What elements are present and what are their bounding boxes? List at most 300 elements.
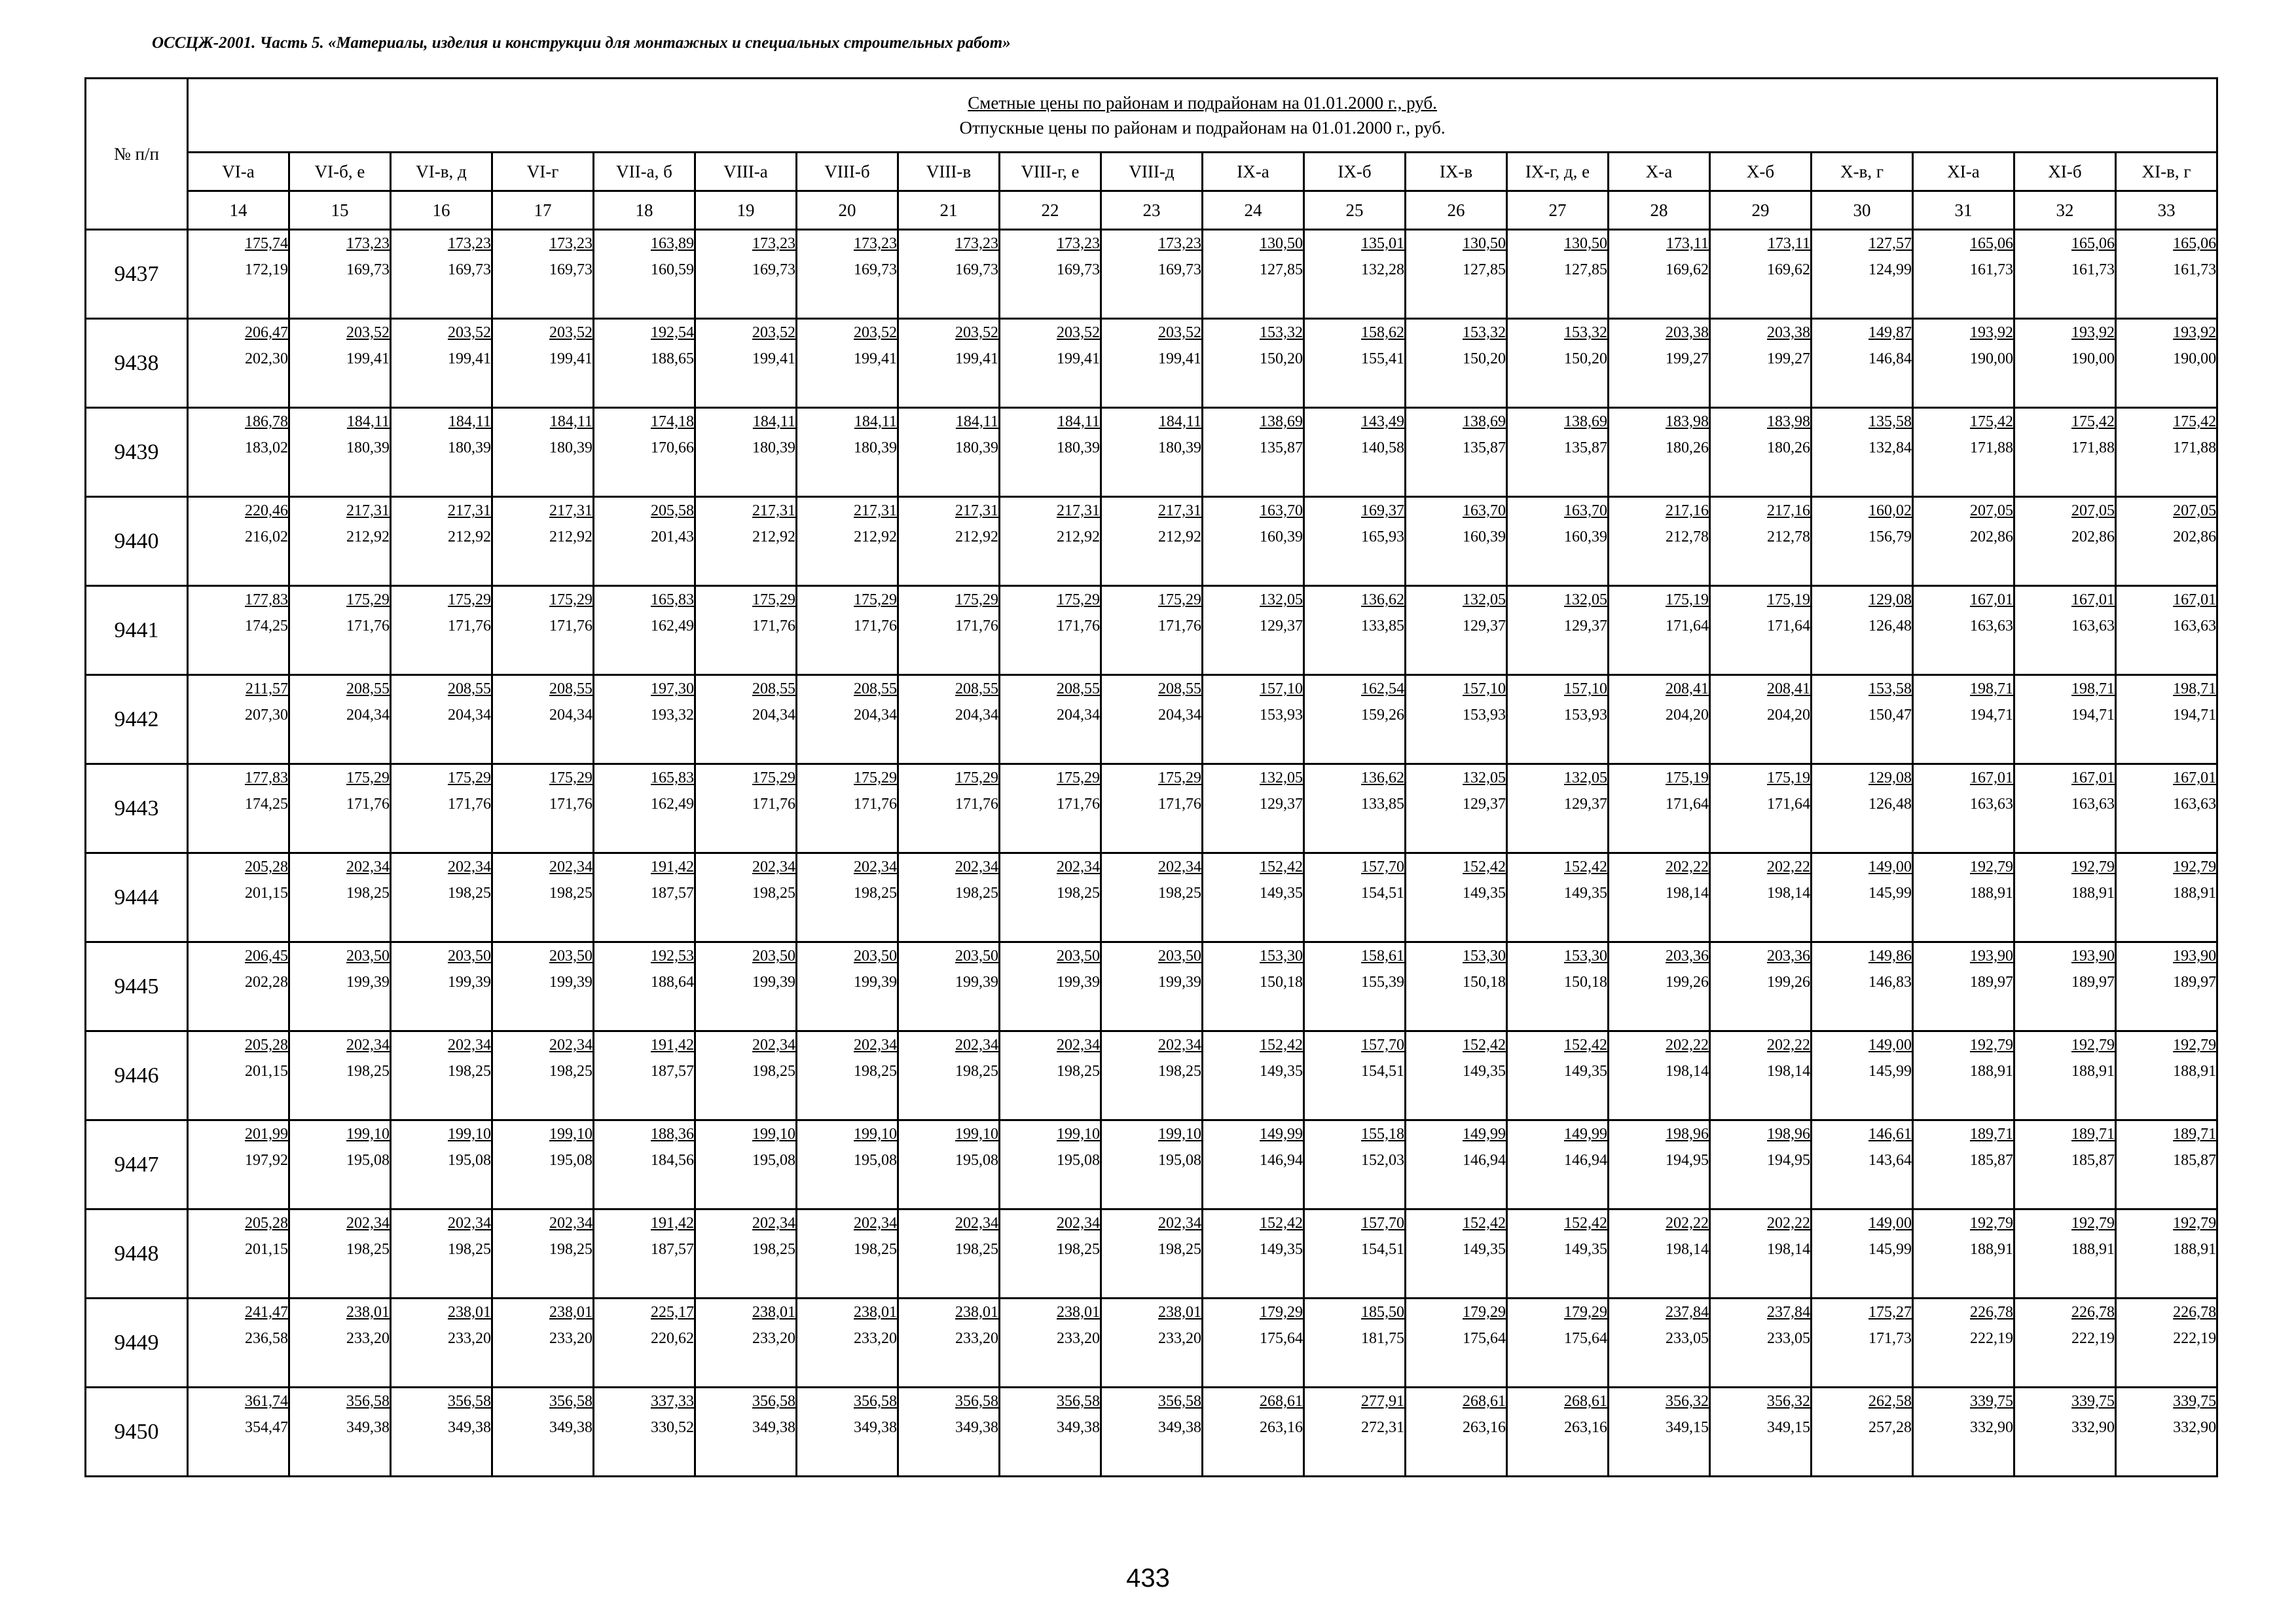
price-cell	[594, 853, 695, 942]
release-price: 163,63	[2071, 796, 2115, 813]
estimate-price: 160,02	[1868, 502, 1912, 519]
column-number: 17	[492, 191, 594, 230]
release-price: 201,43	[651, 528, 694, 545]
price-cell	[188, 942, 289, 1031]
price-cell	[2116, 497, 2217, 586]
estimate-price: 138,69	[1463, 413, 1506, 430]
release-price: 198,25	[549, 1241, 592, 1258]
row-number: 9438	[86, 319, 188, 408]
price-cell	[898, 1209, 1000, 1299]
region-header: VIII-д	[1101, 153, 1203, 191]
estimate-price: 175,19	[1666, 769, 1709, 786]
price-cell	[1000, 497, 1101, 586]
estimate-price: 129,08	[1868, 591, 1912, 608]
release-price: 145,99	[1868, 885, 1912, 902]
release-price: 171,76	[752, 618, 795, 635]
price-cell	[188, 497, 289, 586]
price-cell	[391, 230, 492, 319]
price-cell	[1203, 497, 1304, 586]
release-price: 171,76	[955, 618, 998, 635]
estimate-price: 205,28	[245, 1215, 288, 1232]
estimate-price: 198,71	[2173, 680, 2217, 697]
estimate-price: 203,50	[1057, 948, 1100, 965]
estimate-price: 167,01	[1970, 591, 2013, 608]
estimate-price: 136,62	[1361, 769, 1404, 786]
estimate-price: 203,36	[1666, 948, 1709, 965]
release-price: 199,39	[346, 974, 390, 991]
estimate-price: 184,11	[448, 413, 491, 430]
price-cell	[2116, 1299, 2217, 1388]
release-price: 233,20	[854, 1330, 897, 1347]
estimate-price: 149,99	[1463, 1126, 1506, 1143]
release-price: 194,71	[2071, 707, 2115, 724]
release-price: 199,39	[752, 974, 795, 991]
release-price: 198,14	[1767, 1241, 1810, 1258]
release-price: 169,62	[1767, 261, 1810, 278]
estimate-price: 149,99	[1260, 1126, 1303, 1143]
release-price: 127,85	[1260, 261, 1303, 278]
price-cell	[1000, 319, 1101, 408]
price-cell	[1913, 497, 2014, 586]
running-header: ОССЦЖ-2001. Часть 5. «Материалы, изделия и конструкции для монтажных и специальных строительных работ»	[152, 34, 1011, 52]
estimate-price: 175,29	[854, 769, 897, 786]
estimate-price: 206,45	[245, 948, 288, 965]
estimate-price: 202,34	[346, 1215, 390, 1232]
region-header: IX-а	[1203, 153, 1304, 191]
estimate-price: 199,10	[346, 1126, 390, 1143]
estimate-price: 225,17	[651, 1304, 694, 1321]
release-price: 143,64	[1868, 1152, 1912, 1169]
release-price: 165,93	[1361, 528, 1404, 545]
release-price: 332,90	[2173, 1419, 2217, 1436]
release-price: 133,85	[1361, 796, 1404, 813]
region-header: X-в, г	[1812, 153, 1913, 191]
release-price: 163,63	[1970, 618, 2013, 635]
region-header: XI-в, г	[2116, 153, 2217, 191]
release-price: 204,34	[854, 707, 897, 724]
release-price: 207,30	[245, 707, 288, 724]
release-price: 195,08	[1158, 1152, 1201, 1169]
region-header: IX-в	[1406, 153, 1507, 191]
price-cell	[695, 764, 797, 853]
release-price: 233,20	[752, 1330, 795, 1347]
estimate-price: 129,08	[1868, 769, 1912, 786]
column-number: 16	[391, 191, 492, 230]
table-row	[86, 1209, 2217, 1299]
estimate-price: 361,74	[245, 1393, 288, 1410]
price-cell	[1710, 497, 1812, 586]
estimate-price: 207,05	[2173, 502, 2217, 519]
price-cell	[898, 853, 1000, 942]
estimate-price: 202,22	[1767, 1037, 1810, 1054]
estimate-price: 339,75	[2071, 1393, 2115, 1410]
release-price: 155,41	[1361, 350, 1404, 367]
price-cell	[2116, 1209, 2217, 1299]
price-cell	[1406, 230, 1507, 319]
release-price: 202,28	[245, 974, 288, 991]
estimate-price: 152,42	[1260, 1215, 1303, 1232]
release-price: 184,56	[651, 1152, 694, 1169]
price-cell	[1406, 497, 1507, 586]
release-price: 135,87	[1564, 439, 1607, 456]
price-cell	[1913, 586, 2014, 675]
release-price: 188,91	[2173, 1241, 2217, 1258]
price-cell	[1710, 764, 1812, 853]
price-cell	[1710, 1120, 1812, 1209]
estimate-price: 149,99	[1564, 1126, 1607, 1143]
release-price: 127,85	[1564, 261, 1607, 278]
price-cell	[2116, 942, 2217, 1031]
release-price: 146,84	[1868, 350, 1912, 367]
price-cell	[1000, 1209, 1101, 1299]
estimate-price: 203,38	[1666, 324, 1709, 341]
estimate-price: 165,06	[2071, 235, 2115, 252]
release-price: 152,03	[1361, 1152, 1404, 1169]
estimate-price: 208,55	[346, 680, 390, 697]
release-price: 160,39	[1463, 528, 1506, 545]
estimate-price: 202,22	[1767, 858, 1810, 876]
price-cell	[1203, 319, 1304, 408]
price-cell	[1710, 853, 1812, 942]
price-cell	[289, 497, 391, 586]
region-header: VIII-в	[898, 153, 1000, 191]
estimate-price: 173,23	[549, 235, 592, 252]
table-row	[86, 1299, 2217, 1388]
price-cell	[1203, 1388, 1304, 1477]
price-cell	[1101, 1209, 1203, 1299]
estimate-price: 203,52	[1158, 324, 1201, 341]
release-price: 188,91	[2071, 1063, 2115, 1080]
estimate-price: 220,46	[245, 502, 288, 519]
estimate-price: 175,29	[752, 769, 795, 786]
price-cell	[594, 230, 695, 319]
price-cell	[1913, 408, 2014, 497]
release-price: 198,25	[955, 885, 998, 902]
estimate-price: 193,92	[2173, 324, 2217, 341]
table-row	[86, 230, 2217, 319]
estimate-price: 149,00	[1868, 858, 1912, 876]
estimate-price: 192,79	[1970, 1215, 2013, 1232]
price-cell	[594, 497, 695, 586]
estimate-price: 183,98	[1767, 413, 1810, 430]
estimate-price: 217,31	[854, 502, 897, 519]
price-cell	[594, 1209, 695, 1299]
price-cell	[1304, 1209, 1406, 1299]
estimate-price: 132,05	[1463, 769, 1506, 786]
price-cell	[1609, 1299, 1710, 1388]
release-price: 199,39	[1158, 974, 1201, 991]
price-cell	[1406, 942, 1507, 1031]
release-price: 198,25	[854, 1241, 897, 1258]
estimate-price: 184,11	[1158, 413, 1201, 430]
price-cell	[1507, 675, 1609, 764]
estimate-price: 217,31	[1057, 502, 1100, 519]
release-price: 198,25	[549, 885, 592, 902]
estimate-price: 157,10	[1260, 680, 1303, 697]
estimate-price: 201,99	[245, 1126, 288, 1143]
release-price: 199,27	[1666, 350, 1709, 367]
estimate-price: 165,83	[651, 591, 694, 608]
column-number: 21	[898, 191, 1000, 230]
release-price: 169,73	[448, 261, 491, 278]
release-price: 198,25	[448, 885, 491, 902]
price-cell	[492, 942, 594, 1031]
price-cell	[1609, 1031, 1710, 1120]
price-cell	[594, 764, 695, 853]
estimate-price: 203,52	[854, 324, 897, 341]
release-price: 135,87	[1463, 439, 1506, 456]
price-cell	[289, 586, 391, 675]
estimate-price: 356,58	[549, 1393, 592, 1410]
price-cell	[1812, 319, 1913, 408]
estimate-price: 175,19	[1767, 769, 1810, 786]
release-price: 189,97	[1970, 974, 2013, 991]
release-price: 180,39	[1158, 439, 1201, 456]
price-cell	[2116, 586, 2217, 675]
estimate-price: 226,78	[1970, 1304, 2013, 1321]
release-price: 233,20	[955, 1330, 998, 1347]
estimate-price: 206,47	[245, 324, 288, 341]
release-price: 199,39	[549, 974, 592, 991]
estimate-price: 203,50	[346, 948, 390, 965]
price-cell	[898, 942, 1000, 1031]
estimate-price: 184,11	[549, 413, 592, 430]
release-price: 129,37	[1564, 796, 1607, 813]
release-price: 349,38	[854, 1419, 897, 1436]
estimate-price: 152,42	[1463, 1215, 1506, 1232]
price-cell	[1507, 764, 1609, 853]
release-price: 199,39	[448, 974, 491, 991]
price-cell	[1000, 1388, 1101, 1477]
price-cell	[492, 1120, 594, 1209]
price-cell	[2116, 230, 2217, 319]
release-price: 198,25	[1158, 1241, 1201, 1258]
price-cell	[1203, 764, 1304, 853]
estimate-price: 268,61	[1260, 1393, 1303, 1410]
estimate-price: 193,90	[1970, 948, 2013, 965]
release-price: 149,35	[1260, 885, 1303, 902]
release-price: 195,08	[448, 1152, 491, 1169]
release-price: 154,51	[1361, 885, 1404, 902]
price-cell	[797, 853, 898, 942]
estimate-price: 202,34	[448, 1215, 491, 1232]
row-number: 9437	[86, 230, 188, 319]
price-cell	[1913, 1031, 2014, 1120]
release-price: 161,73	[1970, 261, 2013, 278]
estimate-price: 208,55	[448, 680, 491, 697]
estimate-price: 175,42	[2071, 413, 2115, 430]
price-cell	[1609, 497, 1710, 586]
region-header: VI-б, е	[289, 153, 391, 191]
estimate-price: 277,91	[1361, 1393, 1404, 1410]
price-cell	[695, 319, 797, 408]
estimate-price: 184,11	[955, 413, 998, 430]
release-price: 199,39	[1057, 974, 1100, 991]
release-price: 198,25	[1057, 1241, 1100, 1258]
release-price: 197,92	[245, 1152, 288, 1169]
price-cell	[695, 942, 797, 1031]
release-price: 202,86	[1970, 528, 2013, 545]
estimate-price: 173,23	[955, 235, 998, 252]
table-row	[86, 1120, 2217, 1209]
price-cell	[2014, 408, 2116, 497]
price-cell	[1507, 497, 1609, 586]
release-price: 198,25	[1158, 885, 1201, 902]
price-cell	[797, 1388, 898, 1477]
price-cell	[1000, 230, 1101, 319]
row-number: 9443	[86, 764, 188, 853]
price-cell	[1101, 319, 1203, 408]
price-cell	[1000, 1031, 1101, 1120]
release-price: 199,41	[854, 350, 897, 367]
price-cell	[492, 853, 594, 942]
release-price: 150,20	[1564, 350, 1607, 367]
estimate-price: 175,29	[752, 591, 795, 608]
price-cell	[1000, 942, 1101, 1031]
release-price: 201,15	[245, 885, 288, 902]
price-cell	[695, 586, 797, 675]
release-price: 171,76	[549, 618, 592, 635]
column-number: 32	[2014, 191, 2116, 230]
estimate-price: 167,01	[2173, 769, 2217, 786]
row-number: 9445	[86, 942, 188, 1031]
release-price: 212,78	[1666, 528, 1709, 545]
estimate-price: 175,29	[1158, 769, 1201, 786]
price-cell	[289, 942, 391, 1031]
release-price: 233,20	[448, 1330, 491, 1347]
release-price: 127,85	[1463, 261, 1506, 278]
release-price: 163,63	[2071, 618, 2115, 635]
release-price: 169,73	[549, 261, 592, 278]
release-price: 185,87	[2173, 1152, 2217, 1169]
estimate-price: 356,32	[1666, 1393, 1709, 1410]
price-cell	[1406, 1388, 1507, 1477]
estimate-price: 157,70	[1361, 858, 1404, 876]
estimate-price: 238,01	[752, 1304, 795, 1321]
price-cell	[289, 230, 391, 319]
price-cell	[1710, 586, 1812, 675]
release-price: 171,76	[1057, 796, 1100, 813]
price-cell	[1609, 1209, 1710, 1299]
estimate-price: 184,11	[346, 413, 390, 430]
estimate-price: 208,41	[1767, 680, 1810, 697]
release-price: 202,86	[2071, 528, 2115, 545]
release-price: 175,64	[1260, 1330, 1303, 1347]
estimate-price: 175,29	[346, 591, 390, 608]
release-price: 153,93	[1463, 707, 1506, 724]
release-price: 204,34	[448, 707, 491, 724]
release-price: 171,76	[752, 796, 795, 813]
release-price: 198,25	[448, 1063, 491, 1080]
estimate-price: 127,57	[1868, 235, 1912, 252]
estimate-price: 217,31	[448, 502, 491, 519]
release-price: 198,25	[346, 1063, 390, 1080]
price-cell	[1304, 942, 1406, 1031]
estimate-price: 202,22	[1666, 858, 1709, 876]
price-cell	[1203, 586, 1304, 675]
price-cell	[1507, 586, 1609, 675]
price-cell	[898, 1388, 1000, 1477]
price-cell	[1000, 764, 1101, 853]
release-price: 188,65	[651, 350, 694, 367]
release-price: 170,66	[651, 439, 694, 456]
price-cell	[1609, 408, 1710, 497]
release-price: 171,88	[2071, 439, 2115, 456]
release-price: 204,20	[1767, 707, 1810, 724]
release-price: 171,76	[346, 796, 390, 813]
release-price: 171,88	[1970, 439, 2013, 456]
estimate-price: 268,61	[1564, 1393, 1607, 1410]
price-cell	[1710, 942, 1812, 1031]
row-number: 9447	[86, 1120, 188, 1209]
estimate-price: 202,34	[1057, 1215, 1100, 1232]
release-price: 171,64	[1666, 618, 1709, 635]
price-cell	[1203, 675, 1304, 764]
estimate-price: 177,83	[245, 769, 288, 786]
estimate-price: 203,52	[1057, 324, 1100, 341]
estimate-price: 193,90	[2173, 948, 2217, 965]
price-cell	[1304, 1120, 1406, 1209]
row-number: 9444	[86, 853, 188, 942]
price-cell	[391, 1299, 492, 1388]
price-cell	[1609, 230, 1710, 319]
release-price: 149,35	[1564, 1241, 1607, 1258]
estimate-price: 143,49	[1361, 413, 1404, 430]
estimate-price: 175,29	[1057, 769, 1100, 786]
estimate-price: 157,10	[1564, 680, 1607, 697]
table-row	[86, 942, 2217, 1031]
price-cell	[594, 1031, 695, 1120]
release-price: 204,34	[752, 707, 795, 724]
estimate-price: 177,83	[245, 591, 288, 608]
estimate-price: 188,36	[651, 1126, 694, 1143]
region-header: VI-в, д	[391, 153, 492, 191]
price-cell	[2014, 942, 2116, 1031]
estimate-price: 237,84	[1767, 1304, 1810, 1321]
estimate-price: 356,58	[752, 1393, 795, 1410]
release-price: 190,00	[2071, 350, 2115, 367]
release-price: 150,18	[1260, 974, 1303, 991]
estimate-price: 356,58	[955, 1393, 998, 1410]
estimate-price: 153,32	[1463, 324, 1506, 341]
region-header: VIII-б	[797, 153, 898, 191]
price-cell	[2014, 675, 2116, 764]
estimate-price: 339,75	[2173, 1393, 2217, 1410]
table-row	[86, 319, 2217, 408]
estimate-price: 192,79	[2071, 1215, 2115, 1232]
estimate-price: 202,22	[1666, 1215, 1709, 1232]
release-price: 194,95	[1767, 1152, 1810, 1169]
price-cell	[1710, 230, 1812, 319]
estimate-price: 202,34	[448, 858, 491, 876]
price-cell	[594, 1299, 695, 1388]
estimate-price: 167,01	[1970, 769, 2013, 786]
estimate-price: 192,79	[1970, 1037, 2013, 1054]
estimate-price: 163,70	[1260, 502, 1303, 519]
price-cell	[1507, 319, 1609, 408]
release-price: 154,51	[1361, 1241, 1404, 1258]
release-price: 212,92	[955, 528, 998, 545]
price-cell	[188, 1120, 289, 1209]
release-price: 171,76	[955, 796, 998, 813]
price-cell	[2014, 586, 2116, 675]
release-price: 198,14	[1666, 1241, 1709, 1258]
release-price: 198,25	[955, 1241, 998, 1258]
release-price: 161,73	[2173, 261, 2217, 278]
price-cell	[1101, 942, 1203, 1031]
release-price: 198,25	[752, 885, 795, 902]
price-cell	[1812, 1388, 1913, 1477]
